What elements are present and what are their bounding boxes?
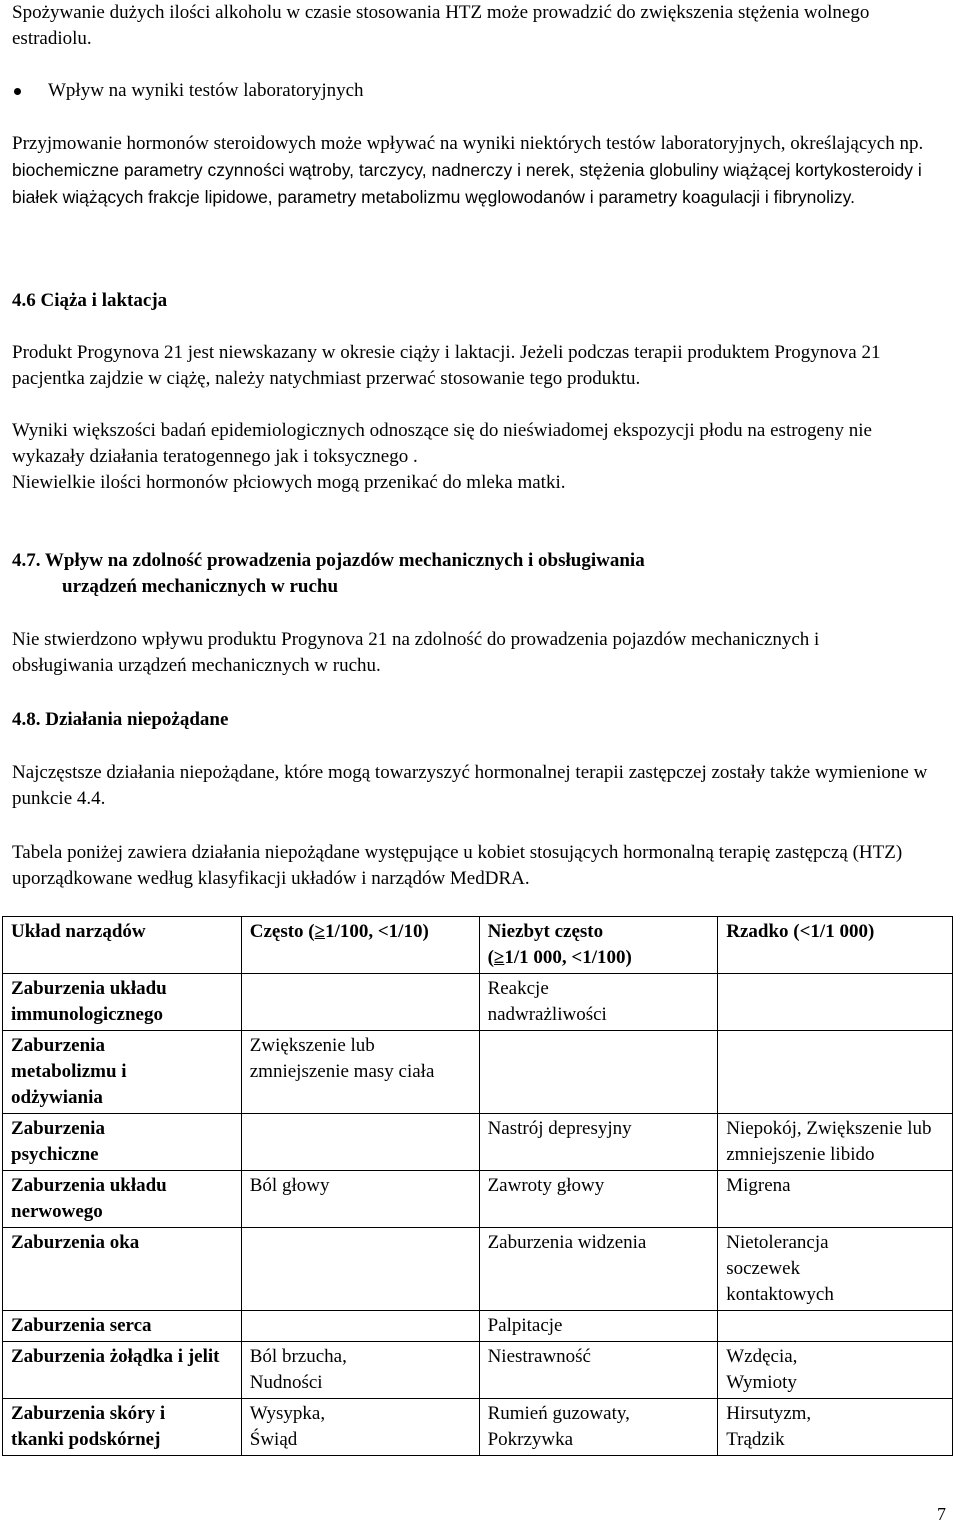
header-uncommon: Niezbyt często (≥1/1 000, <1/100) <box>479 917 718 974</box>
table-row <box>3 1342 953 1399</box>
header-organ: Układ narządów <box>3 917 242 974</box>
row-rare: Migrena <box>718 1171 953 1228</box>
bullet-icon <box>14 88 21 95</box>
row-uncommon <box>479 1031 718 1114</box>
header-rare: Rzadko (<1/1 000) <box>718 917 953 974</box>
lab-text-1: Przyjmowanie hormonów steroidowych może wpływać na wyniki niektórych testów laboratoryjnych, określających np. <box>12 133 924 154</box>
table-row <box>3 1311 953 1342</box>
row-organ: Zaburzenia skóry i tkanki podskórnej <box>3 1399 242 1456</box>
row-rare <box>718 974 953 1031</box>
table-header-row <box>3 917 953 974</box>
row-rare: Niepokój, Zwiększenie lub zmniejszenie libido <box>718 1114 953 1171</box>
bullet-heading: Wpływ na wyniki testów laboratoryjnych <box>48 80 364 101</box>
section-4-8-paragraph-2 <box>12 840 947 892</box>
row-rare <box>718 1311 953 1342</box>
sec46-p1-text: Produkt Progynova 21 jest niewskazany w okresie ciąży i laktacji. Jeżeli podczas terapii produktem Progynova 21 pacjentka zajdzie w ciążę, należy natychmiast przerwać stosowanie tego produktu. <box>12 342 881 389</box>
adverse-effects-table <box>2 916 953 1456</box>
row-rare: Hirsutyzm, Trądzik <box>718 1399 953 1456</box>
table-row <box>3 974 953 1031</box>
row-often <box>241 1114 479 1171</box>
row-often: Zwiększenie lub zmniejszenie masy ciała <box>241 1031 479 1114</box>
row-organ: Zaburzenia metabolizmu i odżywiania <box>3 1031 242 1114</box>
row-organ: Zaburzenia psychiczne <box>3 1114 242 1171</box>
sec46-p2b-text: Niewielkie ilości hormonów płciowych mogą przenikać do mleka matki. <box>12 472 566 493</box>
row-often: Wysypka, Świąd <box>241 1399 479 1456</box>
sec48-p1-text: Najczęstsze działania niepożądane, które mogą towarzyszyć hormonalnej terapii zastępczej zostały także wymienione w punkcie 4.4. <box>12 762 928 809</box>
lab-text-2: biochemiczne parametry czynności wątroby, tarczycy, nadnerczy i nerek, stężenia globuliny wiążącej kortykosteroidy i białek wiążących frakcje lipidowe, parametry metabolizmu węglowodanów i parametry koagulacji i fibrynolizy. <box>12 160 922 207</box>
table-row <box>3 1114 953 1171</box>
section-4-8-title: 4.8. Działania niepożądane <box>12 709 229 730</box>
table-row <box>3 1031 953 1114</box>
intro-paragraph <box>12 0 947 52</box>
row-often <box>241 1311 479 1342</box>
lab-tests-paragraph <box>12 130 947 211</box>
row-uncommon: Zaburzenia widzenia <box>479 1228 718 1311</box>
table-row <box>3 1399 953 1456</box>
row-often: Ból brzucha, Nudności <box>241 1342 479 1399</box>
table-row <box>3 1171 953 1228</box>
row-organ: Zaburzenia żołądka i jelit <box>3 1342 242 1399</box>
row-rare: Wzdęcia, Wymioty <box>718 1342 953 1399</box>
row-rare <box>718 1031 953 1114</box>
sec48-p2-text: Tabela poniżej zawiera działania niepożądane występujące u kobiet stosujących hormonalną terapię zastępczą (HTZ) uporządkowane według klasyfikacji układów i narządów MedDRA. <box>12 842 903 889</box>
row-uncommon: Palpitacje <box>479 1311 718 1342</box>
table-row <box>3 1228 953 1311</box>
sec47-text: Nie stwierdzono wpływu produktu Progynova 21 na zdolność do prowadzenia pojazdów mechanicznych i obsługiwania urządzeń mechanicznych w ruchu. <box>12 629 820 676</box>
row-uncommon: Niestrawność <box>479 1342 718 1399</box>
sec47-title-line2: urządzeń mechanicznych w ruchu <box>62 576 339 597</box>
row-organ: Zaburzenia układu immunologicznego <box>3 974 242 1031</box>
row-uncommon: Rumień guzowaty, Pokrzywka <box>479 1399 718 1456</box>
row-rare: Nietolerancja soczewek kontaktowych <box>718 1228 953 1311</box>
section-4-6-title: 4.6 Ciąża i laktacja <box>12 290 168 311</box>
section-4-8-paragraph-1 <box>12 760 947 812</box>
sec46-p2a-text: Wyniki większości badań epidemiologicznych odnoszące się do nieświadomej ekspozycji płodu na estrogeny nie wykazały działania teratogennego jak i toksycznego . <box>12 420 872 467</box>
section-4-6-paragraph-1 <box>12 340 947 392</box>
row-often: Ból głowy <box>241 1171 479 1228</box>
row-often <box>241 1228 479 1311</box>
row-organ: Zaburzenia serca <box>3 1311 242 1342</box>
section-4-6-paragraph-2 <box>12 418 947 496</box>
sec47-title-line1: 4.7. Wpływ na zdolność prowadzenia pojazdów mechanicznych i obsługiwania <box>12 550 645 571</box>
row-uncommon: Zawroty głowy <box>479 1171 718 1228</box>
row-uncommon: Nastrój depresyjny <box>479 1114 718 1171</box>
section-4-7-paragraph <box>12 627 947 679</box>
section-4-7-title <box>12 548 947 600</box>
row-uncommon: Reakcje nadwrażliwości <box>479 974 718 1031</box>
row-often <box>241 974 479 1031</box>
page-number: 7 <box>937 1504 946 1524</box>
row-organ: Zaburzenia oka <box>3 1228 242 1311</box>
header-often: Często (≥1/100, <1/10) <box>241 917 479 974</box>
row-organ: Zaburzenia układu nerwowego <box>3 1171 242 1228</box>
intro-text: Spożywanie dużych ilości alkoholu w czasie stosowania HTZ może prowadzić do zwiększenia stężenia wolnego estradiolu. <box>12 2 870 49</box>
